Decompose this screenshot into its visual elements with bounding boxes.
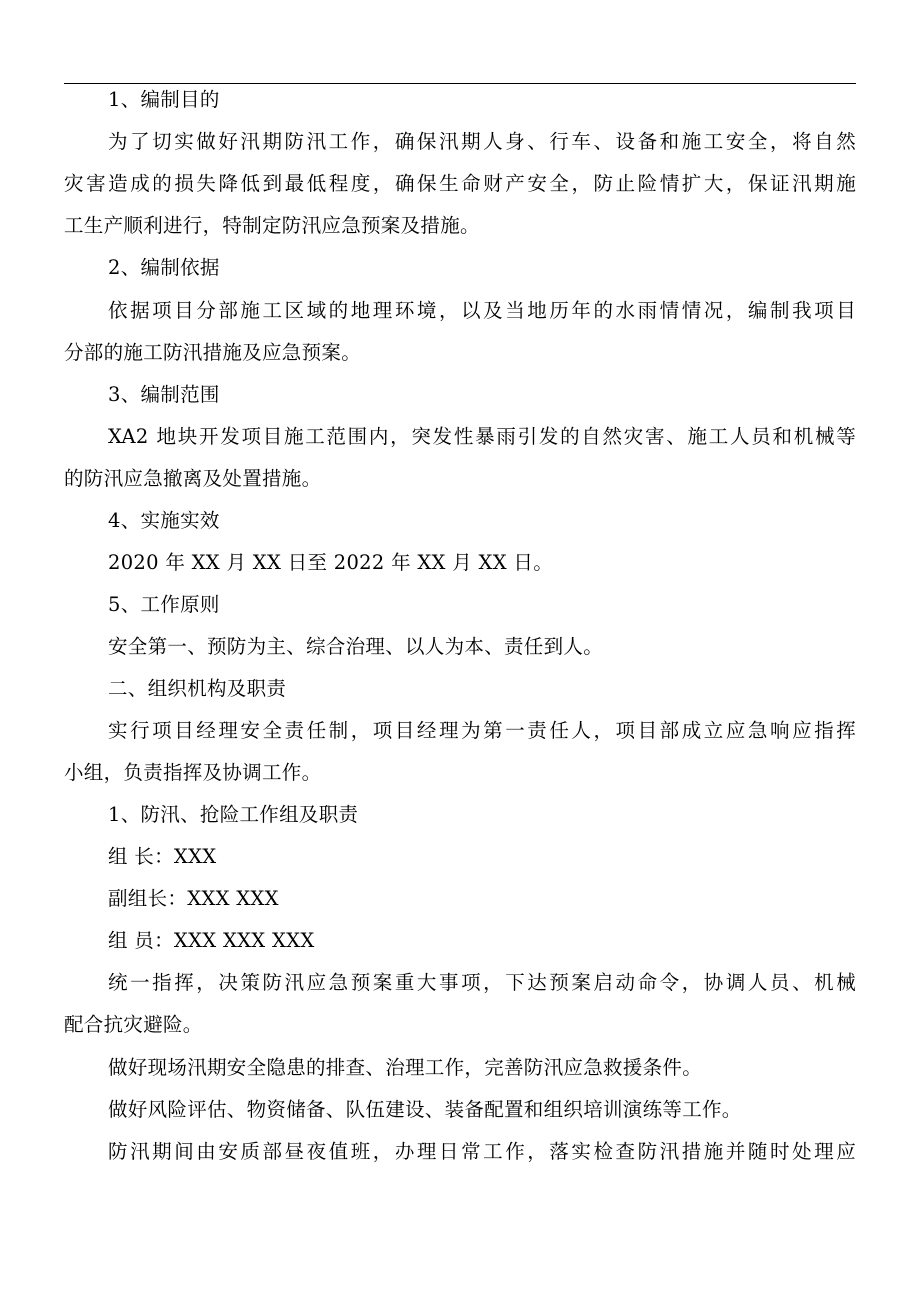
paragraph-line: 灾害造成的损失降低到最低程度，确保生命财产安全，防止险情扩大，保证汛期施 (64, 172, 856, 195)
section-heading: 4、实施实效 (108, 509, 220, 532)
section-heading: 1、防汛、抢险工作组及职责 (108, 803, 359, 826)
paragraph-line: 防汛期间由安质部昼夜值班，办理日常工作，落实检查防汛措施并随时处理应 (108, 1140, 856, 1163)
paragraph-line: 实行项目经理安全责任制，项目经理为第一责任人，项目部成立应急响应指挥 (108, 719, 856, 742)
section-heading: 二、组织机构及职责 (108, 677, 287, 700)
paragraph-line: 的防汛应急撤离及处置措施。 (64, 467, 322, 490)
paragraph-line: XA2 地块开发项目施工范围内，突发性暴雨引发的自然灾害、施工人员和机械等 (108, 425, 856, 448)
paragraph-line: 组 长：XXX (108, 845, 217, 868)
paragraph-line: 分部的施工防汛措施及应急预案。 (64, 341, 362, 364)
section-heading: 3、编制范围 (108, 383, 220, 406)
paragraph-line: 为了切实做好汛期防汛工作，确保汛期人身、行车、设备和施工安全，将自然 (108, 130, 856, 153)
paragraph-line: 安全第一、预防为主、综合治理、以人为本、责任到人。 (108, 635, 604, 658)
header-rule (64, 83, 856, 84)
paragraph-line: 配合抗灾避险。 (64, 1013, 203, 1036)
paragraph-line: 副组长：XXX XXX (108, 887, 279, 910)
paragraph-line: 工生产顺利进行，特制定防汛应急预案及措施。 (64, 214, 480, 237)
paragraph-line: 做好风险评估、物资储备、队伍建设、装备配置和组织培训演练等工作。 (108, 1098, 742, 1121)
paragraph-line: 统一指挥，决策防汛应急预案重大事项，下达预案启动命令，协调人员、机械 (108, 971, 856, 994)
paragraph-line: 小组，负责指挥及协调工作。 (64, 761, 322, 784)
section-heading: 2、编制依据 (108, 256, 220, 279)
paragraph-line: 2020 年 XX 月 XX 日至 2022 年 XX 月 XX 日。 (108, 551, 553, 574)
paragraph-line: 依据项目分部施工区域的地理环境，以及当地历年的水雨情情况，编制我项目 (108, 299, 856, 322)
paragraph-line: 组 员：XXX XXX XXX (108, 929, 315, 952)
section-heading: 5、工作原则 (108, 593, 220, 616)
paragraph-line: 做好现场汛期安全隐患的排查、治理工作，完善防汛应急救援条件。 (108, 1056, 703, 1079)
section-heading: 1、编制目的 (108, 88, 220, 111)
